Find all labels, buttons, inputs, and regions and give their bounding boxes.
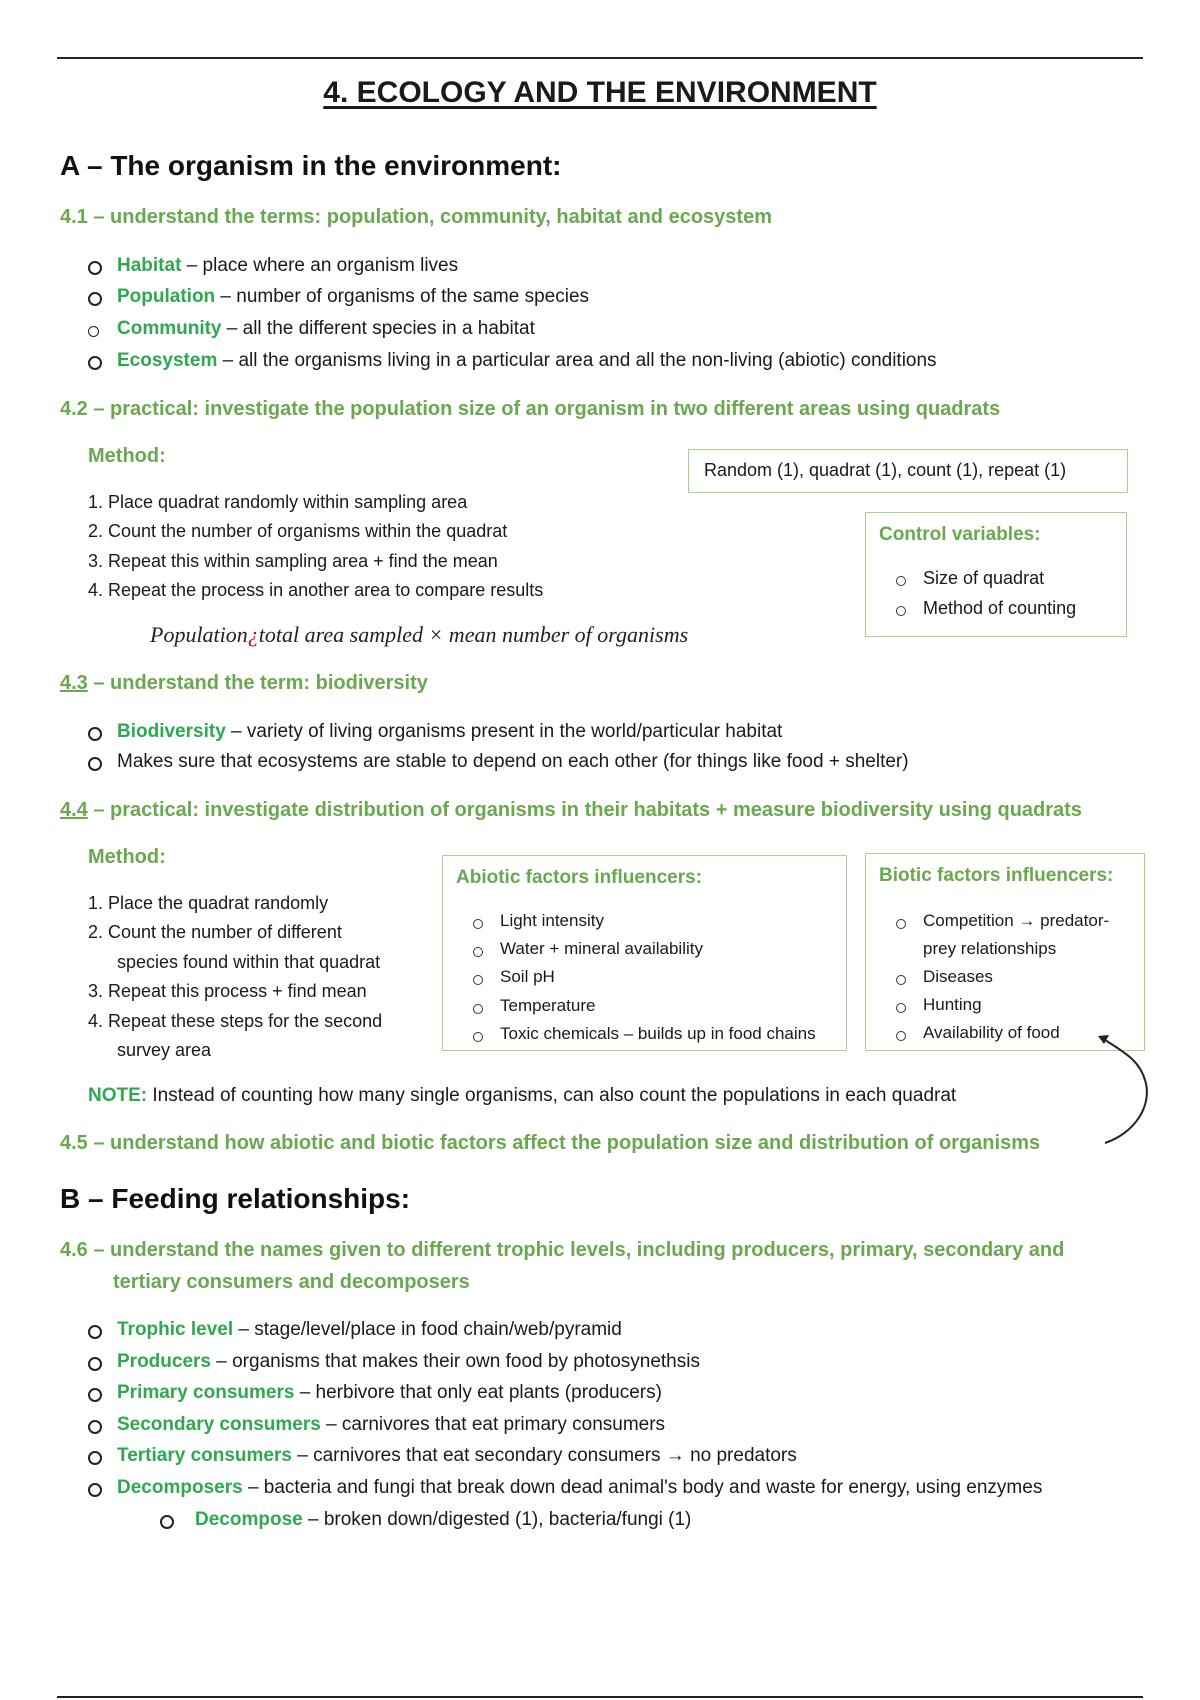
section-b-heading: B – Feeding relationships: <box>60 1183 411 1214</box>
abiotic-factors-box: Abiotic factors influencers: Light intensity Water + mineral availability Soil pH Temperature Toxic chemicals – builds up in food chains <box>442 855 847 1051</box>
method-step: 2. Count the number of organisms within the quadrat <box>88 521 508 541</box>
list-item: Producers – organisms that makes their own food by photosynethsis <box>117 1351 700 1372</box>
list-item: Ecosystem – all the organisms living in a particular area and all the non-living (abiotic) conditions <box>117 350 937 371</box>
bullet <box>88 1325 102 1339</box>
subsection-4-1-title: 4.1 – understand the terms: population, community, habitat and ecosystem <box>60 206 772 228</box>
bullet <box>88 1357 102 1371</box>
list-item: Tertiary consumers – carnivores that eat secondary consumers → no predators <box>117 1445 797 1466</box>
biotic-factors-box: Biotic factors influencers: Competition → predator- prey relationships Diseases Hunting Availability of food <box>865 853 1145 1051</box>
subsection-4-3-title: 4.3 – understand the term: biodiversity <box>60 672 428 694</box>
bullet <box>88 1483 102 1497</box>
list-item: Habitat – place where an organism lives <box>117 255 459 276</box>
method-step: 3. Repeat this process + find mean <box>88 981 367 1001</box>
top-rule <box>57 57 1143 59</box>
method-label: Method: <box>88 846 166 868</box>
method-step: 2. Count the number of different <box>88 922 342 942</box>
list-item: Community – all the different species in a habitat <box>117 318 535 339</box>
bullet <box>88 757 102 771</box>
list-item: Secondary consumers – carnivores that eat primary consumers <box>117 1414 666 1435</box>
subsection-4-6-title: 4.6 – understand the names given to different trophic levels, including producers, primary, secondary and <box>60 1239 1065 1261</box>
list-item: Population – number of organisms of the same species <box>117 286 590 307</box>
list-item: Biodiversity – variety of living organisms present in the world/particular habitat <box>117 721 783 742</box>
bullet <box>88 292 102 306</box>
bullet <box>88 727 102 741</box>
control-variables-box: Control variables: Size of quadrat Method of counting <box>865 512 1127 637</box>
bullet <box>160 1515 174 1529</box>
method-label: Method: <box>88 445 166 467</box>
bullet <box>88 1451 102 1465</box>
sub-list-item: Decompose – broken down/digested (1), bacteria/fungi (1) <box>195 1509 692 1530</box>
section-a-heading: A – The organism in the environment: <box>60 150 562 181</box>
subsection-4-2-title: 4.2 – practical: investigate the population size of an organism in two different areas using quadrats <box>60 398 1001 420</box>
page-title: 4. ECOLOGY AND THE ENVIRONMENT <box>323 76 877 109</box>
method-step: 1. Place the quadrat randomly <box>88 893 329 913</box>
method-step: 4. Repeat the process in another area to compare results <box>88 580 544 600</box>
method-step: 1. Place quadrat randomly within sampling area <box>88 492 468 512</box>
bullet <box>88 356 102 370</box>
list-item: Trophic level – stage/level/place in food chain/web/pyramid <box>117 1319 622 1340</box>
population-formula: Population¿total area sampled × mean number of organisms <box>150 622 689 647</box>
note: NOTE: Instead of counting how many single organisms, can also count the populations in each quadrat <box>88 1085 957 1106</box>
subsection-4-4-title: 4.4 – practical: investigate distribution of organisms in their habitats + measure biodiversity using quadrats <box>60 799 1082 821</box>
list-item: Decomposers – bacteria and fungi that break down dead animal's body and waste for energy, using enzymes <box>117 1477 1043 1498</box>
subsection-4-6-title-cont: tertiary consumers and decomposers <box>113 1271 470 1293</box>
bullet <box>88 1420 102 1434</box>
curved-arrow-icon <box>1095 1025 1155 1145</box>
bullet <box>88 261 102 275</box>
bullet <box>88 326 99 337</box>
list-item: Makes sure that ecosystems are stable to depend on each other (for things like food + shelter) <box>117 751 909 772</box>
subsection-4-5-title: 4.5 – understand how abiotic and biotic factors affect the population size and distribution of organisms <box>60 1132 1041 1154</box>
method-step: species found within that quadrat <box>117 952 381 972</box>
method-step: 4. Repeat these steps for the second <box>88 1011 383 1031</box>
bullet <box>88 1388 102 1402</box>
method-step: 3. Repeat this within sampling area + find the mean <box>88 551 498 571</box>
bottom-rule <box>57 1696 1143 1698</box>
method-step: survey area <box>117 1040 212 1060</box>
marks-box: Random (1), quadrat (1), count (1), repeat (1) <box>688 449 1128 493</box>
list-item: Primary consumers – herbivore that only eat plants (producers) <box>117 1382 662 1403</box>
